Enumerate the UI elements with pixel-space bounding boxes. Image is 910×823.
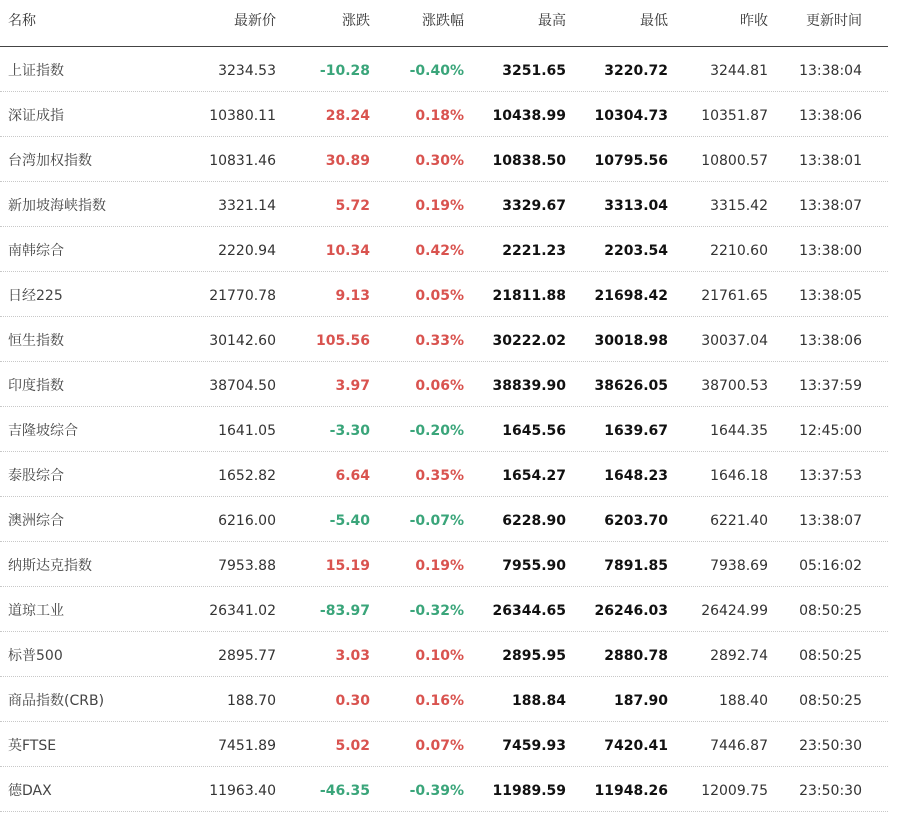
cell-prev: 2210.60 bbox=[710, 243, 768, 259]
cell-low: 7891.85 bbox=[604, 558, 668, 574]
cell-change: 5.02 bbox=[335, 738, 370, 754]
cell-change: 0.30 bbox=[335, 693, 370, 709]
cell-low: 3313.04 bbox=[604, 198, 668, 214]
cell-low: 38626.05 bbox=[594, 378, 668, 394]
cell-prev: 188.40 bbox=[719, 693, 768, 709]
cell-time: 13:38:00 bbox=[799, 243, 862, 259]
cell-time: 13:38:01 bbox=[799, 153, 862, 169]
cell-change: -5.40 bbox=[329, 513, 370, 529]
header-price[interactable]: 最新价 bbox=[234, 13, 276, 29]
cell-prev: 7446.87 bbox=[710, 738, 768, 754]
cell-high: 38839.90 bbox=[492, 378, 566, 394]
cell-low: 26246.03 bbox=[594, 603, 668, 619]
cell-low: 1648.23 bbox=[604, 468, 668, 484]
table-row[interactable] bbox=[0, 677, 888, 722]
table-row[interactable] bbox=[0, 632, 888, 677]
cell-name[interactable]: 吉隆坡综合 bbox=[8, 423, 78, 439]
cell-change: -83.97 bbox=[319, 603, 370, 619]
cell-price: 10831.46 bbox=[209, 153, 276, 169]
cell-name[interactable]: 南韩综合 bbox=[8, 243, 64, 259]
cell-name[interactable]: 新加坡海峡指数 bbox=[8, 198, 106, 214]
table-row[interactable] bbox=[0, 722, 888, 767]
cell-pct: -0.40% bbox=[409, 63, 464, 79]
cell-pct: 0.33% bbox=[415, 333, 464, 349]
cell-prev: 30037.04 bbox=[701, 333, 768, 349]
cell-low: 30018.98 bbox=[594, 333, 668, 349]
cell-time: 13:38:04 bbox=[799, 63, 862, 79]
header-pct[interactable]: 涨跌幅 bbox=[422, 13, 464, 29]
cell-price: 3234.53 bbox=[218, 63, 276, 79]
cell-change: -3.30 bbox=[329, 423, 370, 439]
cell-time: 13:37:59 bbox=[799, 378, 862, 394]
cell-name[interactable]: 道琼工业 bbox=[8, 603, 64, 619]
cell-high: 1645.56 bbox=[502, 423, 566, 439]
cell-low: 6203.70 bbox=[604, 513, 668, 529]
cell-low: 2880.78 bbox=[604, 648, 668, 664]
cell-low: 10304.73 bbox=[594, 108, 668, 124]
header-name[interactable]: 名称 bbox=[8, 13, 36, 29]
table-body bbox=[0, 47, 888, 812]
cell-price: 188.70 bbox=[227, 693, 276, 709]
cell-time: 13:38:07 bbox=[799, 513, 862, 529]
cell-price: 2220.94 bbox=[218, 243, 276, 259]
cell-high: 1654.27 bbox=[502, 468, 566, 484]
cell-prev: 38700.53 bbox=[701, 378, 768, 394]
cell-pct: -0.20% bbox=[409, 423, 464, 439]
table-row[interactable] bbox=[0, 272, 888, 317]
cell-name[interactable]: 日经225 bbox=[8, 288, 63, 304]
cell-prev: 2892.74 bbox=[710, 648, 768, 664]
table-row[interactable] bbox=[0, 587, 888, 632]
cell-low: 187.90 bbox=[613, 693, 668, 709]
cell-high: 30222.02 bbox=[492, 333, 566, 349]
cell-prev: 6221.40 bbox=[710, 513, 768, 529]
cell-low: 2203.54 bbox=[604, 243, 668, 259]
cell-high: 10838.50 bbox=[492, 153, 566, 169]
cell-high: 11989.59 bbox=[492, 783, 566, 799]
cell-name[interactable]: 英FTSE bbox=[8, 738, 57, 754]
cell-high: 6228.90 bbox=[502, 513, 566, 529]
cell-low: 11948.26 bbox=[594, 783, 668, 799]
cell-price: 1652.82 bbox=[218, 468, 276, 484]
cell-price: 30142.60 bbox=[209, 333, 276, 349]
cell-price: 11963.40 bbox=[209, 783, 276, 799]
cell-time: 12:45:00 bbox=[799, 423, 862, 439]
cell-change: 3.03 bbox=[335, 648, 370, 664]
cell-change: 28.24 bbox=[325, 108, 370, 124]
cell-change: 3.97 bbox=[335, 378, 370, 394]
cell-prev: 21761.65 bbox=[701, 288, 768, 304]
table-row[interactable] bbox=[0, 767, 888, 812]
cell-pct: 0.07% bbox=[415, 738, 464, 754]
cell-pct: 0.30% bbox=[415, 153, 464, 169]
cell-pct: 0.42% bbox=[415, 243, 464, 259]
cell-high: 7955.90 bbox=[502, 558, 566, 574]
cell-pct: -0.07% bbox=[409, 513, 464, 529]
cell-name[interactable]: 台湾加权指数 bbox=[8, 153, 92, 169]
table-row[interactable] bbox=[0, 452, 888, 497]
cell-time: 05:16:02 bbox=[799, 558, 862, 574]
cell-change: 9.13 bbox=[335, 288, 370, 304]
cell-time: 23:50:30 bbox=[799, 738, 862, 754]
cell-prev: 3315.42 bbox=[710, 198, 768, 214]
header-prev[interactable]: 昨收 bbox=[740, 13, 768, 29]
header-time[interactable]: 更新时间 bbox=[806, 13, 862, 29]
header-high[interactable]: 最高 bbox=[538, 13, 566, 29]
cell-time: 23:50:30 bbox=[799, 783, 862, 799]
cell-high: 7459.93 bbox=[502, 738, 566, 754]
cell-pct: -0.39% bbox=[409, 783, 464, 799]
cell-low: 10795.56 bbox=[594, 153, 668, 169]
cell-change: 6.64 bbox=[335, 468, 370, 484]
cell-change: 15.19 bbox=[325, 558, 370, 574]
cell-high: 26344.65 bbox=[492, 603, 566, 619]
cell-high: 3329.67 bbox=[502, 198, 566, 214]
cell-high: 3251.65 bbox=[502, 63, 566, 79]
cell-price: 38704.50 bbox=[209, 378, 276, 394]
header-change[interactable]: 涨跌 bbox=[342, 13, 370, 29]
cell-price: 3321.14 bbox=[218, 198, 276, 214]
cell-low: 21698.42 bbox=[594, 288, 668, 304]
cell-name[interactable]: 澳洲综合 bbox=[8, 513, 64, 529]
cell-name[interactable]: 印度指数 bbox=[8, 378, 64, 394]
cell-change: 10.34 bbox=[325, 243, 370, 259]
cell-prev: 26424.99 bbox=[701, 603, 768, 619]
table-row[interactable] bbox=[0, 362, 888, 407]
cell-pct: 0.18% bbox=[415, 108, 464, 124]
cell-change: -46.35 bbox=[319, 783, 370, 799]
cell-low: 3220.72 bbox=[604, 63, 668, 79]
cell-name[interactable]: 纳斯达克指数 bbox=[8, 558, 92, 574]
cell-pct: 0.05% bbox=[415, 288, 464, 304]
cell-time: 13:38:06 bbox=[799, 108, 862, 124]
cell-price: 26341.02 bbox=[209, 603, 276, 619]
table-row[interactable] bbox=[0, 542, 888, 587]
cell-time: 13:38:05 bbox=[799, 288, 862, 304]
cell-change: 5.72 bbox=[335, 198, 370, 214]
cell-pct: 0.19% bbox=[415, 198, 464, 214]
cell-prev: 3244.81 bbox=[710, 63, 768, 79]
table-row[interactable] bbox=[0, 317, 888, 362]
cell-pct: -0.32% bbox=[409, 603, 464, 619]
cell-time: 08:50:25 bbox=[799, 648, 862, 664]
table-row[interactable] bbox=[0, 137, 888, 182]
table-header bbox=[0, 0, 888, 47]
cell-name[interactable]: 德DAX bbox=[8, 783, 52, 799]
cell-pct: 0.19% bbox=[415, 558, 464, 574]
cell-change: -10.28 bbox=[319, 63, 370, 79]
cell-price: 7451.89 bbox=[218, 738, 276, 754]
table-row[interactable] bbox=[0, 92, 888, 137]
cell-name[interactable]: 标普500 bbox=[8, 648, 63, 664]
cell-name[interactable]: 恒生指数 bbox=[8, 333, 64, 349]
cell-price: 21770.78 bbox=[209, 288, 276, 304]
cell-pct: 0.06% bbox=[415, 378, 464, 394]
cell-time: 08:50:25 bbox=[799, 693, 862, 709]
cell-price: 2895.77 bbox=[218, 648, 276, 664]
cell-change: 105.56 bbox=[315, 333, 370, 349]
cell-time: 13:37:53 bbox=[799, 468, 862, 484]
cell-price: 10380.11 bbox=[209, 108, 276, 124]
table-row[interactable] bbox=[0, 182, 888, 227]
cell-pct: 0.35% bbox=[415, 468, 464, 484]
cell-prev: 12009.75 bbox=[701, 783, 768, 799]
cell-time: 08:50:25 bbox=[799, 603, 862, 619]
table-row[interactable] bbox=[0, 407, 888, 452]
cell-time: 13:38:06 bbox=[799, 333, 862, 349]
cell-low: 1639.67 bbox=[604, 423, 668, 439]
cell-high: 188.84 bbox=[511, 693, 566, 709]
cell-price: 6216.00 bbox=[218, 513, 276, 529]
cell-high: 2895.95 bbox=[502, 648, 566, 664]
cell-name[interactable]: 泰股综合 bbox=[8, 468, 64, 484]
cell-prev: 10800.57 bbox=[701, 153, 768, 169]
table-row[interactable] bbox=[0, 497, 888, 542]
cell-prev: 1644.35 bbox=[710, 423, 768, 439]
cell-prev: 10351.87 bbox=[701, 108, 768, 124]
cell-prev: 7938.69 bbox=[710, 558, 768, 574]
cell-name[interactable]: 深证成指 bbox=[8, 108, 64, 124]
cell-name[interactable]: 上证指数 bbox=[8, 63, 64, 79]
cell-change: 30.89 bbox=[325, 153, 370, 169]
cell-high: 21811.88 bbox=[492, 288, 566, 304]
cell-high: 10438.99 bbox=[492, 108, 566, 124]
cell-prev: 1646.18 bbox=[710, 468, 768, 484]
cell-pct: 0.10% bbox=[415, 648, 464, 664]
cell-pct: 0.16% bbox=[415, 693, 464, 709]
cell-price: 1641.05 bbox=[218, 423, 276, 439]
cell-time: 13:38:07 bbox=[799, 198, 862, 214]
header-low[interactable]: 最低 bbox=[640, 13, 668, 29]
cell-low: 7420.41 bbox=[604, 738, 668, 754]
table-row[interactable] bbox=[0, 47, 888, 92]
cell-high: 2221.23 bbox=[502, 243, 566, 259]
table-row[interactable] bbox=[0, 227, 888, 272]
cell-name[interactable]: 商品指数(CRB) bbox=[8, 693, 105, 709]
cell-price: 7953.88 bbox=[218, 558, 276, 574]
